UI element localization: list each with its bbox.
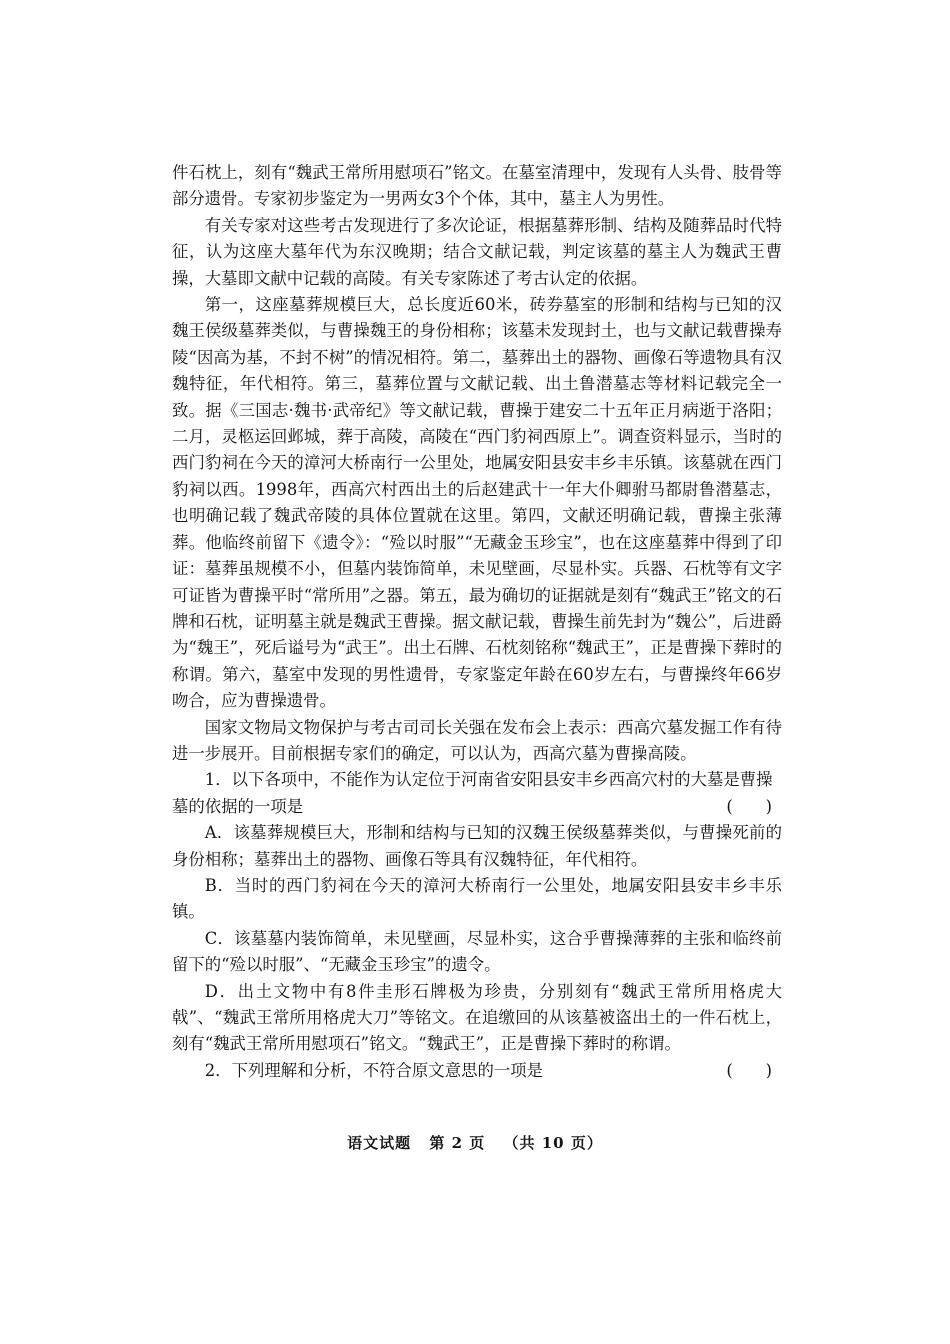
answer-bracket: ( ) <box>726 796 772 816</box>
option-c: C．该墓墓内装饰简单，未见壁画，尽显朴实，这合乎曹操薄葬的主张和临终前留下的“殓以时服”、“无藏金玉珍宝”的遗令。 <box>172 928 782 975</box>
paragraph-continued: 件石枕上，刻有“魏武王常所用慰项石”铭文。在墓室清理中，发现有人头骨、肢骨等部分遗骨。专家初步鉴定为一男两女3个个体，其中，墓主人为男性。 <box>172 163 782 209</box>
question-2 <box>172 1058 782 1084</box>
page-content <box>172 160 782 1084</box>
question-2-stem: 2．下列理解和分析，不符合原文意思的一项是 <box>204 1060 544 1080</box>
option-a: A．该墓葬规模巨大，形制和结构与已知的汉魏王侯级墓葬类似，与曹操死前的身份相称；墓葬出土的器物、画像石等具有汉魏特征，年代相符。 <box>172 823 782 869</box>
footer-total-pages: （共 10 页） <box>503 1134 603 1152</box>
paragraph-official-statement: 国家文物局文物保护与考古司司长关强在发布会上表示：西高穴墓发掘工作有待进一步展开。目前根据专家们的确定，可以认为，西高穴墓为曹操高陵。 <box>172 717 782 763</box>
paragraph-evidence: 第一，这座墓葬规模巨大，总长度近60米，砖券墓室的形制和结构与已知的汉魏王侯级墓葬类似，与曹操魏王的身份相称；该墓未发现封土，也与文献记载曹操寿陵“因高为基，不封不树”的情况相符。第二，墓葬出土的器物、画像石等遗物具有汉魏特征，年代相符。第三，墓葬位置与文献记载、出土鲁潜墓志等材料记载完全一致。据《三国志·魏书·武帝纪》等文献记载，曹操于建安二十五年正月病逝于洛阳；二月，灵柩运回邺城，葬于高陵，高陵在“西门豹祠西原上”。调查资料显示，当时的西门豹祠在今天的漳河大桥南行一公里处，地属安阳县安丰乡丰乐镇。该墓就在西门豹祠以西。1998年，西高穴村西出土的后赵建武十一年大仆卿驸马都尉鲁潜墓志，也明确记载了魏武帝陵的具体位置就在这里。第四，文献还明确记载，曹操主张薄葬。他临终前留下《遗令》：“殓以时服”“无藏金玉珍宝”，也在这座墓葬中得到了印证：墓葬虽规模不小，但墓内装饰简单，未见壁画，尽显朴实。兵器、石枕等有文字可证皆为曹操平时“常所用”之器。第五，最为确切的证据就是刻有“魏武王”铭文的石牌和石枕，证明墓主就是魏武王曹操。据文献记载，曹操生前先封为“魏公”，后进爵为“魏王”，死后谥号为“武王”。出土石牌、石枕刻铭称“魏武王”，正是曹操下葬时的称谓。第六，墓室中发现的男性遗骨，专家鉴定年龄在60岁左右，与曹操终年66岁吻合，应为曹操遗骨。 <box>172 295 782 711</box>
footer-page-number: 第 2 页 <box>429 1134 486 1152</box>
footer-subject: 语文试题 <box>347 1134 412 1152</box>
option-b: B．当时的西门豹祠在今天的漳河大桥南行一公里处，地属安阳县安丰乡丰乐镇。 <box>172 875 782 922</box>
page-footer <box>0 1132 950 1153</box>
option-d: D．出土文物中有8件圭形石牌极为珍贵，分别刻有“魏武王常所用格虎大戟”、“魏武王常所用格虎大刀”等铭文。在追缴回的从该墓被盗出土的一件石枕上，刻有“魏武王常所用慰项石”铭文。“魏武王”，正是曹操下葬时的称谓。 <box>172 981 782 1054</box>
paragraph-expert-conclusion: 有关专家对这些考古发现进行了多次论证，根据墓葬形制、结构及随葬品时代特征，认为这座大墓年代为东汉晚期；结合文献记载，判定该墓的墓主人为魏武王曹操，大墓即文献中记载的高陵。有关专家陈述了考古认定的依据。 <box>172 215 782 288</box>
question-1 <box>172 767 782 1057</box>
question-1-stem-line <box>172 794 782 820</box>
question-1-stem-lead: 1．以下各项中，不能作为认定位于河南省安阳县安丰乡西高穴村的大墓是曹操 <box>204 770 773 790</box>
answer-bracket: ( ) <box>726 1060 772 1080</box>
question-2-stem-line <box>172 1058 782 1084</box>
question-1-stem-tail: 墓的依据的一项是 <box>172 796 304 816</box>
